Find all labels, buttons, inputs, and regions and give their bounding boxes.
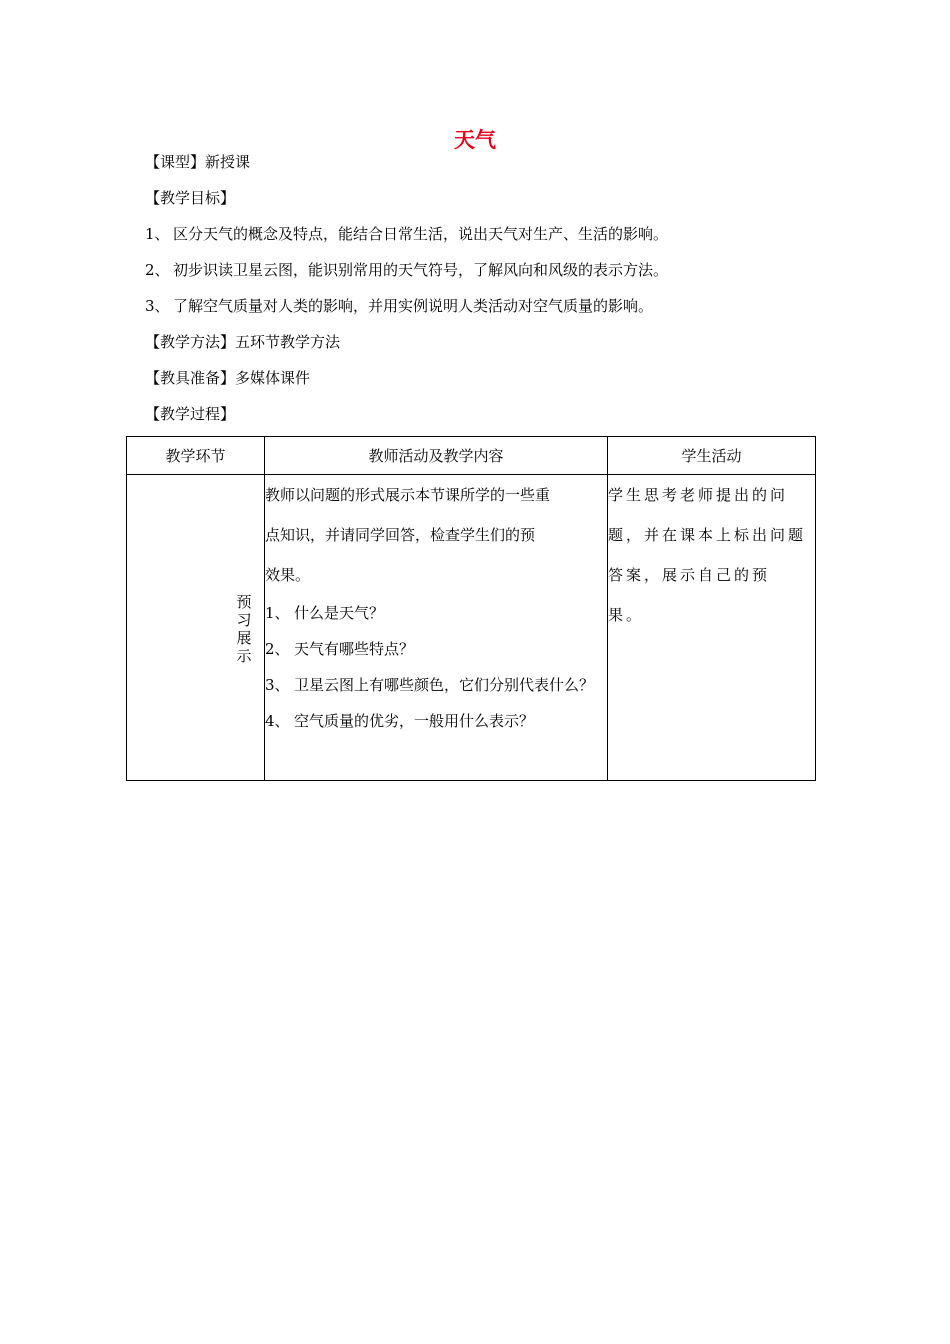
teaching-process-table [126, 436, 816, 781]
teacher-intro-line: 效果。 [265, 566, 311, 584]
question-item [265, 667, 607, 703]
question-text: 空气质量的优劣，一般用什么表示？ [294, 712, 535, 730]
table-header-row [127, 437, 816, 475]
objective-item [145, 224, 668, 244]
table-row [127, 475, 816, 781]
stage-label [235, 593, 253, 665]
objective-item [145, 260, 668, 280]
objective-number: 1、 [145, 225, 170, 243]
question-number: 2、 [265, 640, 290, 658]
student-activity-line: 果。 [608, 606, 645, 624]
objective-text: 区分天气的概念及特点，能结合日常生活，说出天气对生产、生活的影响。 [173, 225, 669, 243]
stage-char: 展 [236, 629, 252, 647]
student-activity-cell [608, 475, 816, 781]
question-number: 4、 [265, 712, 290, 730]
course-type: 【课型】新授课 [145, 153, 251, 171]
stage-cell [127, 475, 265, 781]
stage-char: 示 [236, 647, 252, 665]
question-text: 卫星云图上有哪些颜色，它们分别代表什么？ [294, 676, 595, 694]
question-number: 3、 [265, 676, 290, 694]
student-activity-line: 题，并在课本上标出问题 [608, 526, 807, 544]
stage-char: 习 [236, 611, 252, 629]
teaching-method: 【教学方法】五环节教学方法 [145, 333, 341, 351]
objective-number: 3、 [145, 297, 170, 315]
question-text: 天气有哪些特点？ [294, 640, 415, 658]
teacher-intro-line: 点知识，并请同学回答，检查学生们的预 [265, 526, 536, 544]
header-stage: 教学环节 [127, 437, 265, 475]
objective-number: 2、 [145, 261, 170, 279]
question-item [265, 631, 607, 667]
objective-text: 了解空气质量对人类的影响，并用实例说明人类活动对空气质量的影响。 [173, 297, 654, 315]
objectives-heading: 【教学目标】 [145, 189, 236, 207]
student-activity-line: 学生思考老师提出的问 [608, 486, 789, 504]
header-student-activity: 学生活动 [608, 437, 816, 475]
student-activity-line: 答案，展示自己的预 [608, 566, 771, 584]
teacher-intro-line: 教师以问题的形式展示本节课所学的一些重 [265, 486, 551, 504]
stage-char: 预 [236, 593, 252, 611]
process-heading: 【教学过程】 [145, 405, 236, 423]
teaching-tools: 【教具准备】多媒体课件 [145, 369, 311, 387]
document-title: 天气 [454, 128, 496, 152]
objective-text: 初步识读卫星云图，能识别常用的天气符号，了解风向和风级的表示方法。 [173, 261, 669, 279]
question-item [265, 595, 607, 631]
question-text: 什么是天气？ [294, 604, 385, 622]
header-teacher-activity: 教师活动及教学内容 [265, 437, 608, 475]
question-number: 1、 [265, 604, 290, 622]
question-item [265, 703, 607, 739]
teacher-activity-cell [265, 475, 608, 781]
objective-item [145, 296, 653, 316]
